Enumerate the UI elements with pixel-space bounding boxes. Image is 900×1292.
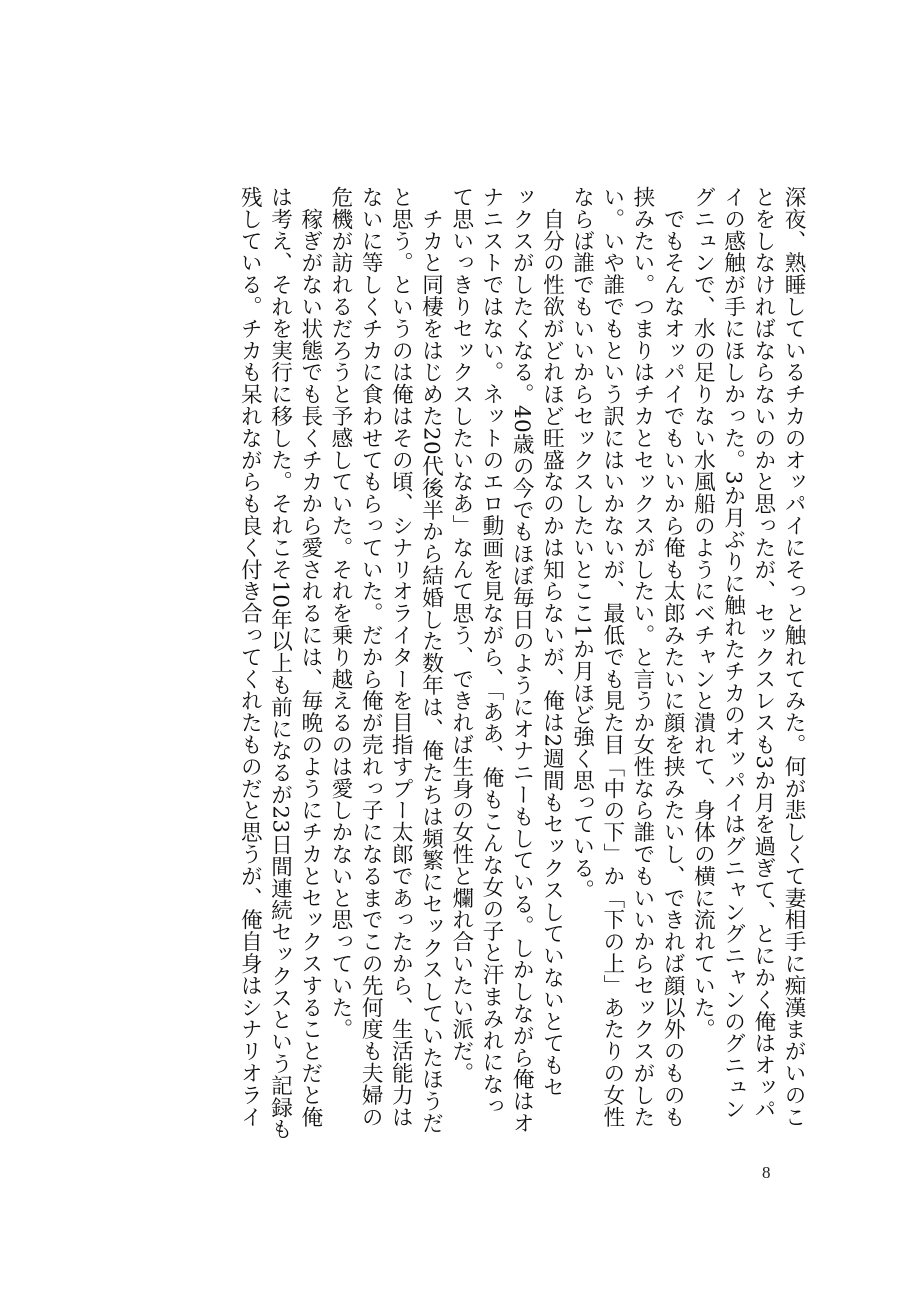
text-line: ならば誰でもいいからセックスしたいとここ1か月ほど強く思っている。 <box>569 186 595 901</box>
text-line: 挟みたい。つまりはチカとセックスがしたい。と言うか女性なら誰でもいいからセックスがした <box>629 186 655 1128</box>
text-line: 危機が訪れるだろうと予感していた。それを乗り越えるのは愛しかないと思っていた。 <box>327 186 353 1041</box>
text-line: イの感触が手にほしかった。3か月ぶりに触れたチカのオッパイはグニャングニャンのグニュン <box>720 186 746 1120</box>
text-line: と思う。というのは俺はその頃、シナリオライターを目指すプー太郎であったから、生活能力は <box>388 186 414 1128</box>
vertical-text-block <box>234 186 808 1141</box>
text-line: 残している。チカも呆れながらも良く付き合ってくれたものだと思うが、俺自身はシナリオライ <box>237 186 263 1128</box>
text-line: い。いや誰でもという訳にはいかないが、最低でも見た目「中の下」か「下の上」あたりの女性 <box>599 186 625 1128</box>
text-line: 自分の性欲がどれほど旺盛なのかは知らないが、俺は2週間もセックスしていないとてもセ <box>539 186 565 1098</box>
text-line: とをしなければならないのかと思ったが、セックスレスも3か月を過ぎて、とにかく俺はオッパ <box>750 186 776 1120</box>
page-number: 8 <box>762 1163 771 1182</box>
text-line: て思いっきりセックスしたいなあ」なんて思う、できれば生身の女性と爛れ合いたい派だ。 <box>448 186 474 1084</box>
text-line: は考え、それを実行に移した。それこそ10年以上も前になるが23日間連続セックスという記録も <box>267 186 293 1141</box>
text-line: ないに等しくチカに食わせてもらっていた。だから俺が売れっ子になるまでこの先何度も夫婦の <box>358 186 384 1128</box>
text-line: チカと同棲をはじめた20代後半から結婚した数年は、俺たちは頻繁にセックスしていたほうだ <box>418 186 444 1134</box>
text-line: 稼ぎがない状態でも長くチカから愛されるには、毎晩のようにチカとセックスすることだと俺 <box>297 186 323 1128</box>
text-line: でもそんなオッパイでもいいから俺も太郎みたいに顔を挟みたいし、できれば顔以外のものも <box>660 186 686 1128</box>
text-line: ナニストではない。ネットのエロ動画を見ながら、「ああ、俺もこんな女の子と汗まみれになっ <box>478 186 504 1117</box>
text-line: グニュンで、水の足りない水風船のようにベチャンと潰れて、身体の横に流れていた。 <box>690 186 716 1041</box>
text-line: 深夜、熟睡しているチカのオッパイにそっと触れてみた。何が悲しくて妻相手に痴漢まがいのこ <box>781 186 806 1128</box>
text-line: ックスがしたくなる。40歳の今でもほぼ毎日のようにオナニーもしている。しかしながら俺はオ <box>509 186 535 1134</box>
